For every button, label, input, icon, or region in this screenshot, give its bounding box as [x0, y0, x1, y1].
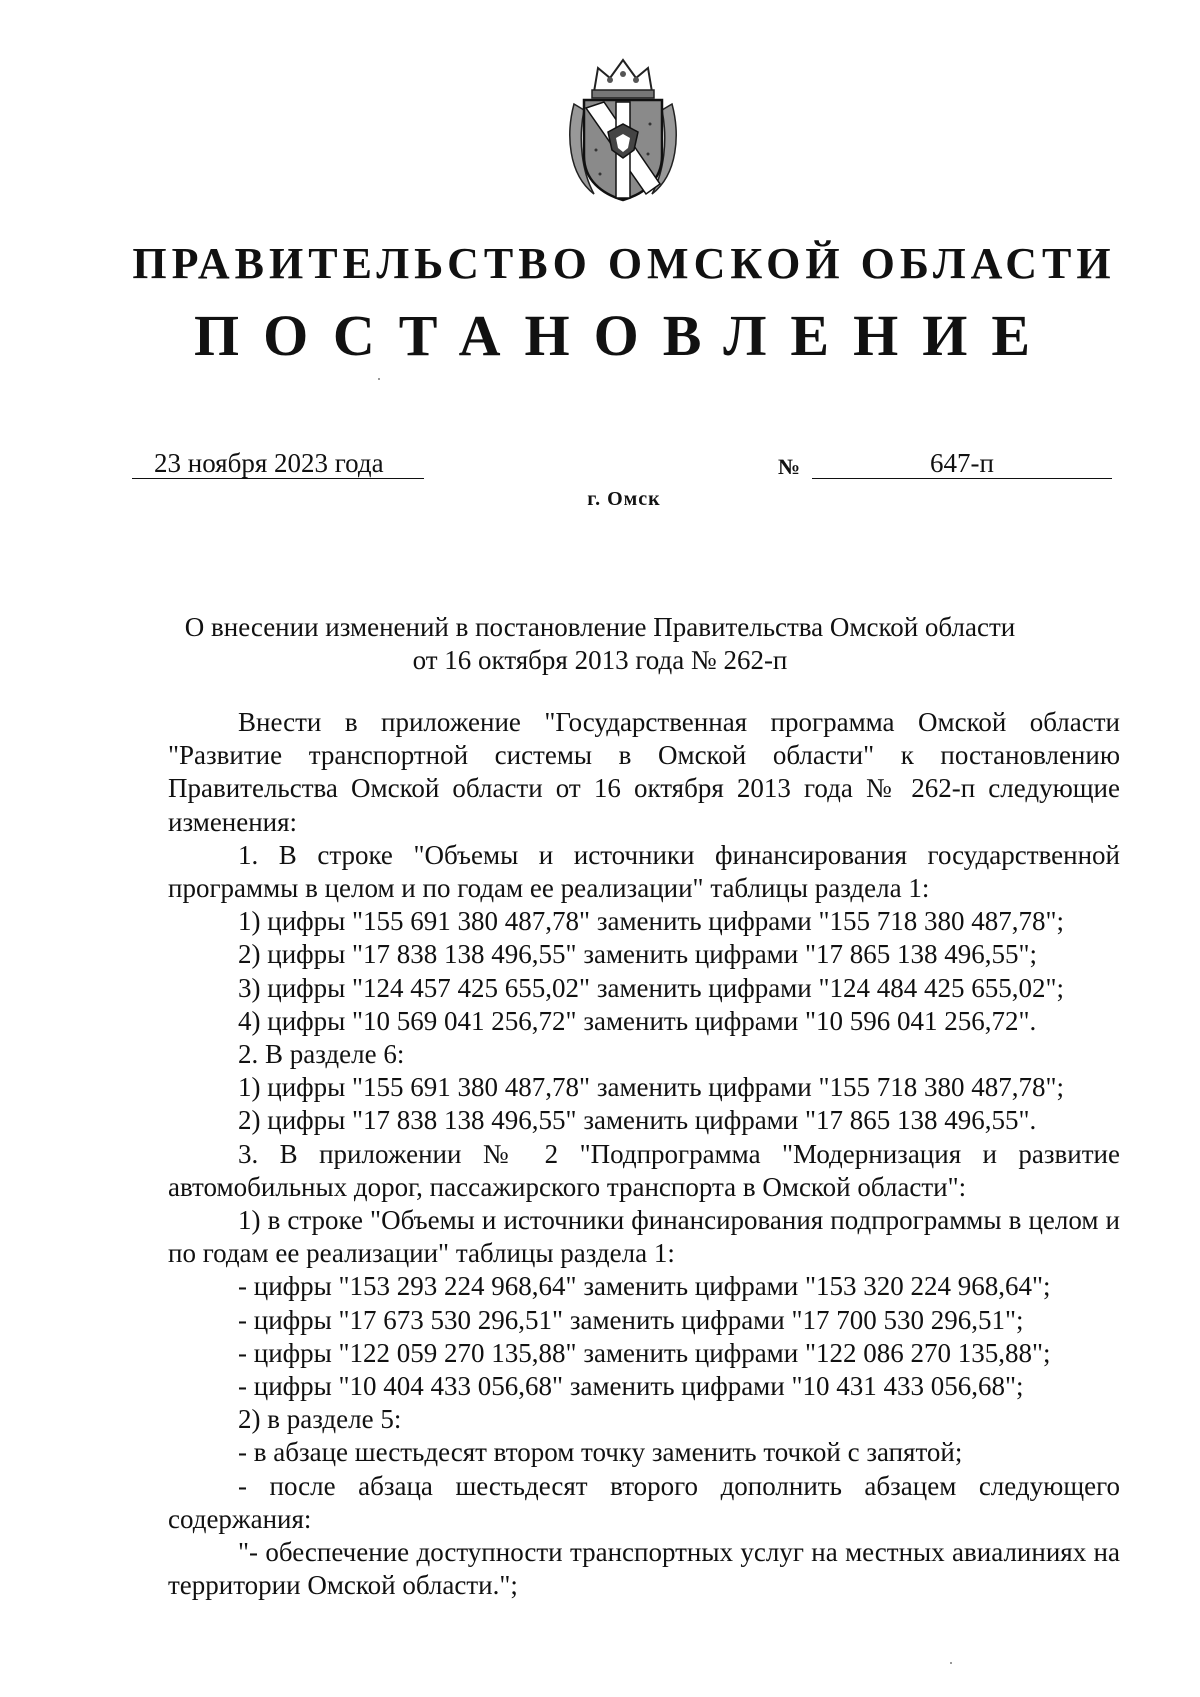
city: г. Омск: [587, 488, 661, 510]
scan-speck: [950, 1662, 952, 1664]
paragraph-3: 3. В приложении № 2 "Подпрограмма "Модернизация и развитие автомобильных дорог, пассажирского транспорта в Омской области":: [168, 1138, 1120, 1202]
number-label: №: [778, 454, 801, 479]
paragraph-2: 2. В разделе 6:: [238, 1039, 405, 1070]
paragraph-3-item-2-c: "- обеспечение доступности транспортных услуг на местных авиалиниях на территории Омской области.";: [168, 1537, 1120, 1601]
organization-title: ПРАВИТЕЛЬСТВО ОМСКОЙ ОБЛАСТИ: [132, 239, 1116, 288]
paragraph-3-item-1-c: - цифры "122 059 270 135,88" заменить цифрами "122 086 270 135,88";: [238, 1337, 1051, 1368]
paragraph-1-item-3: 3) цифры "124 457 425 655,02" заменить цифрами "124 484 425 655,02";: [238, 972, 1065, 1003]
scan-speck: [378, 378, 380, 380]
document-type-title: ПОСТАНОВЛЕНИЕ: [193, 303, 1055, 368]
paragraph-1-item-1: 1) цифры "155 691 380 487,78" заменить цифрами "155 718 380 487,78";: [238, 906, 1065, 937]
document-body: [168, 706, 1120, 1602]
paragraph-3-item-2-a: - в абзаце шестьдесят втором точку заменить точкой с запятой;: [238, 1437, 963, 1468]
document-number: 647-п: [812, 448, 1112, 479]
paragraph-3-item-2: 2) в разделе 5:: [238, 1404, 402, 1435]
coat-of-arms-emblem: [564, 54, 682, 204]
subject-line-1: О внесении изменений в постановление Правительства Омской области: [184, 612, 1016, 642]
paragraph-1-item-4: 4) цифры "10 569 041 256,72" заменить цифрами "10 596 041 256,72".: [238, 1005, 1037, 1036]
paragraph-3-item-1-a: - цифры "153 293 224 968,64" заменить цифрами "153 320 224 968,64";: [238, 1271, 1051, 1302]
document-date: 23 ноября 2023 года: [132, 448, 424, 479]
paragraph-3-item-2-b: - после абзаца шестьдесят второго дополнить абзацем следующего содержания:: [168, 1470, 1120, 1534]
paragraph-3-item-1-d: - цифры "10 404 433 056,68" заменить цифрами "10 431 433 056,68";: [238, 1371, 1024, 1402]
paragraph-3-item-1: 1) в строке "Объемы и источники финансирования подпрограммы в целом и по годам ее реализации" таблицы раздела 1:: [168, 1205, 1120, 1269]
intro-paragraph: Внести в приложение "Государственная программа Омской области "Развитие транспортной системы в Омской области" к постановлению Правительства Омской области от 16 октября 2013 года № 262-п следующие изменения:: [168, 707, 1120, 837]
paragraph-3-item-1-b: - цифры "17 673 530 296,51" заменить цифрами "17 700 530 296,51";: [238, 1304, 1024, 1335]
paragraph-1: 1. В строке "Объемы и источники финансирования государственной программы в целом и по годам ее реализации" таблицы раздела 1:: [168, 839, 1120, 904]
paragraph-1-item-2: 2) цифры "17 838 138 496,55" заменить цифрами "17 865 138 496,55";: [238, 939, 1038, 970]
subject-line-2: от 16 октября 2013 года № 262-п: [412, 645, 788, 675]
paragraph-2-item-2: 2) цифры "17 838 138 496,55" заменить цифрами "17 865 138 496,55".: [238, 1105, 1037, 1136]
paragraph-2-item-1: 1) цифры "155 691 380 487,78" заменить цифрами "155 718 380 487,78";: [238, 1072, 1065, 1103]
document-subject: [150, 611, 1050, 677]
